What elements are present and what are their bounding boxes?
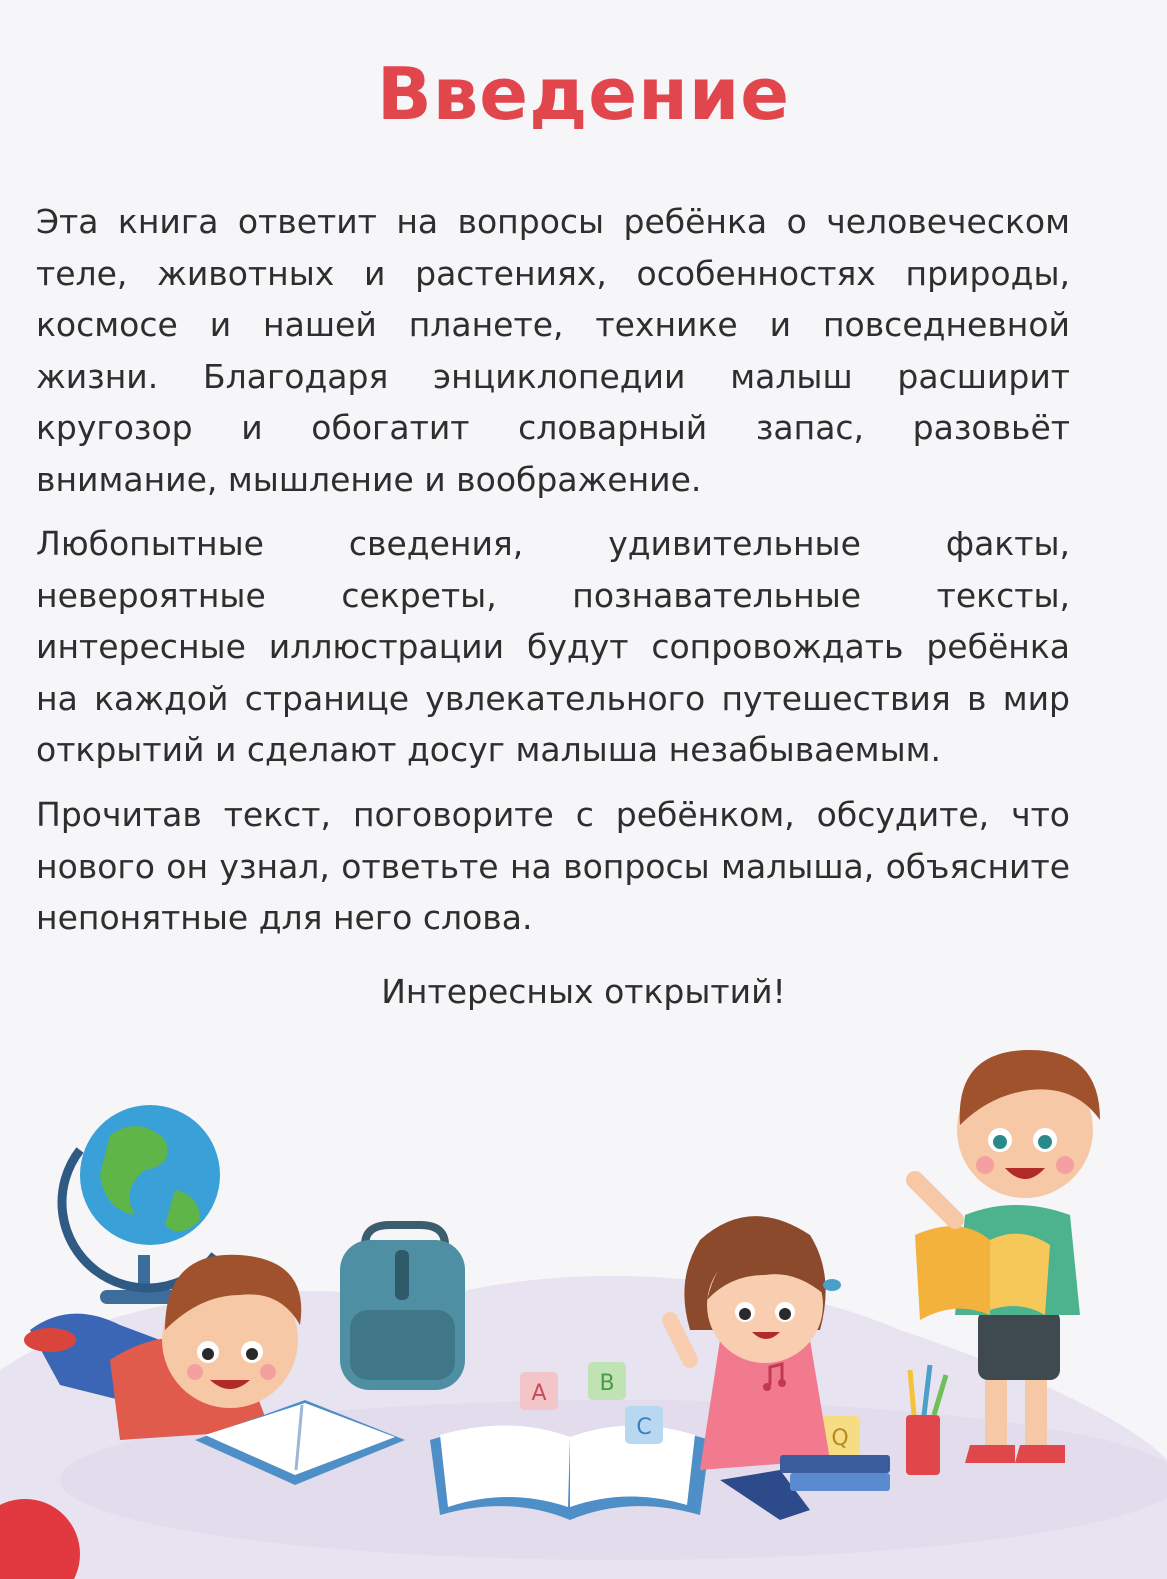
intro-paragraph-1: Эта книга ответит на вопросы ребёнка о человеческом теле, животных и растениях, особенностях природы, космосе и нашей планете, технике и повседневной жизни. Благодаря энциклопедии малыш расширит кругозор и обогатит словарный запас, разовьёт внимание, мышление и воображение. (36, 202, 1070, 499)
closing-line: Интересных открытий! (381, 972, 786, 1011)
yellow-book-icon (915, 1226, 990, 1320)
intro-paragraph-3: Прочитав текст, поговорите с ребёнком, обсудите, что нового он узнал, ответьте на вопросы малыша, объясните непонятные для него слова. (36, 795, 1070, 937)
block-c: C (636, 1415, 652, 1440)
book-stack (780, 1455, 890, 1491)
block-a: A (531, 1381, 547, 1406)
center-book-icon (430, 1425, 710, 1520)
intro-paragraph-2: Любопытные сведения, удивительные факты, невероятные секреты, познавательные тексты, интересные иллюстрации будут сопровождать ребёнка на каждой странице увлекательного путешествия в мир открытий и сделают досуг малыша незабываемым. (36, 524, 1070, 769)
block-q: Q (831, 1426, 849, 1451)
page-title: Введение (376, 52, 791, 136)
block-b: B (599, 1371, 615, 1396)
backpack-icon (340, 1225, 465, 1390)
children-illustration (0, 1040, 1167, 1579)
